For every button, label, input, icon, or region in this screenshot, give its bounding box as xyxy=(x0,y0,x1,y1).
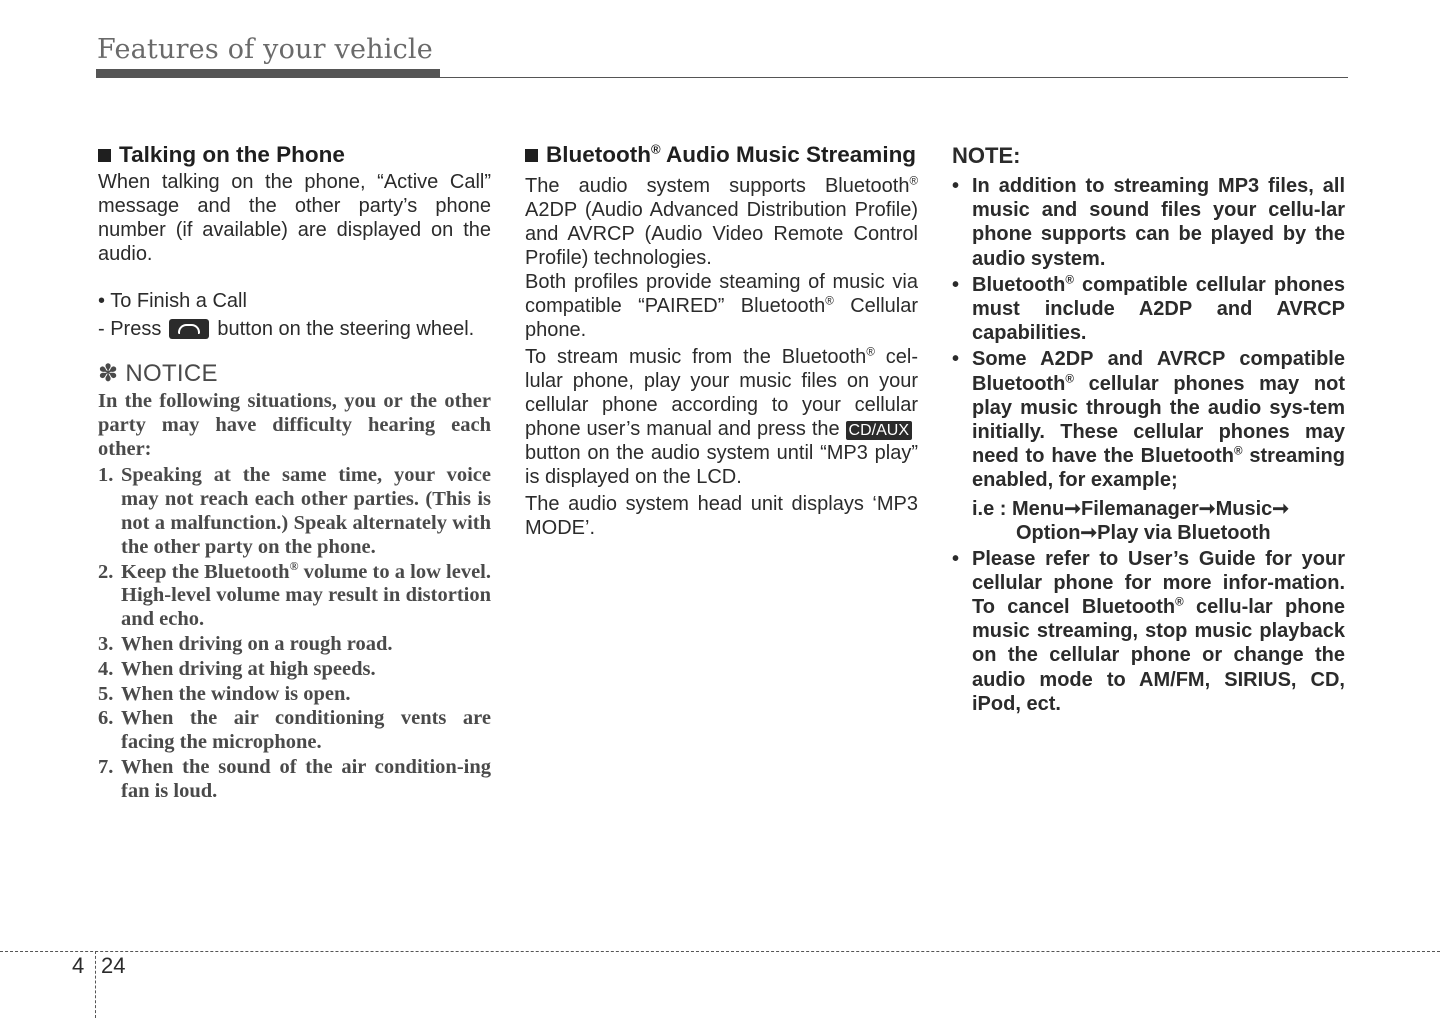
section-heading-text: Talking on the Phone xyxy=(119,142,345,167)
note-bullet xyxy=(952,547,1345,716)
notice-item xyxy=(98,683,491,707)
bluetooth-paragraph-4: The audio system head unit displays ‘MP3 MODE’. xyxy=(525,493,918,539)
notice-item-number: 7. xyxy=(98,755,114,778)
page-header-title: Features of your vehicle xyxy=(97,34,433,65)
notice-item-text: When driving at high speeds. xyxy=(121,657,376,680)
bluetooth-paragraph-2: Both profiles provide steaming of music via compatible “PAIRED” Bluetooth® Cellular phone. xyxy=(525,271,918,341)
bullet-dot-icon: • xyxy=(952,273,960,296)
notice-intro: In the following situations, you or the other party may have difficulty hearing each other: xyxy=(98,390,491,460)
finish-call-bullet: • To Finish a Call xyxy=(98,290,247,312)
notice-item xyxy=(98,633,491,657)
footer-dashed-divider xyxy=(95,951,96,1018)
notice-item-text: When the sound of the air condition-ing fan is loud. xyxy=(121,755,491,802)
footer-page-number: 24 xyxy=(101,953,126,978)
column-talking-on-phone xyxy=(98,140,491,805)
notice-item xyxy=(98,707,491,755)
notice-heading: ✽ NOTICE xyxy=(98,360,218,387)
note-bullet-text: Please refer to User’s Guide for your cellular phone for more infor-mation. To cancel Bluetooth® cellu-lar phone music streaming, stop music playback on the cellular phone or change the audio mode to AM/FM, SIRIUS, CD, iPod, ect. xyxy=(972,547,1345,715)
notice-item-text: When driving on a rough road. xyxy=(121,632,393,655)
header-rule-thick xyxy=(96,69,440,78)
footer-chapter-number: 4 xyxy=(72,953,85,978)
notice-item xyxy=(98,658,491,682)
notice-item-number: 2. xyxy=(98,560,114,583)
phone-end-icon xyxy=(169,319,209,339)
notice-item xyxy=(98,756,491,804)
bullet-dot-icon: • xyxy=(952,348,960,371)
note-bullet xyxy=(952,174,1345,271)
header-rule-thin xyxy=(440,77,1348,78)
notice-item-number: 6. xyxy=(98,707,114,730)
example-path-line-2: Option➞Play via Bluetooth xyxy=(1016,521,1271,544)
press-text-after: button on the steering wheel. xyxy=(217,318,475,340)
note-bullet xyxy=(952,347,1345,492)
footer-dashed-rule xyxy=(0,951,1440,952)
talking-paragraph: When talking on the phone, “Active Call” message and the other party’s phone number (if available) are displayed on the audio. xyxy=(98,171,491,265)
square-bullet-icon xyxy=(525,149,538,162)
example-path-line-1: i.e : Menu➞Filemanager➞Music➞ xyxy=(972,497,1290,520)
bluetooth-paragraph-3: To stream music from the Bluetooth® cel-lular phone, play your music files on your cellular phone according to your cellular phone user’s manual and press the CD/AUXbutton on the audio system until “MP3 play” is displayed on the LCD. xyxy=(525,345,918,488)
notice-item-number: 1. xyxy=(98,464,114,487)
note-bullet-text: Bluetooth® compatible cellular phones must include A2DP and AVRCP capabilities. xyxy=(972,273,1345,345)
notice-item-number: 3. xyxy=(98,632,114,655)
bluetooth-paragraph-1: The audio system supports Bluetooth® A2DP (Audio Advanced Distribution Profile) and AVRCP (Audio Video Remote Control Profile) technologies. xyxy=(525,174,918,269)
press-text-before: - Press xyxy=(98,318,162,340)
section-heading-bluetooth xyxy=(525,140,918,170)
section-heading-talking xyxy=(98,140,491,170)
notice-item-text: When the air conditioning vents are facing the microphone. xyxy=(121,707,491,754)
notice-item-number: 5. xyxy=(98,682,114,705)
notice-item-text: Speaking at the same time, your voice may not reach each other parties. (This is not a malfunction.) Speak alternately with the other party on the phone. xyxy=(121,464,491,558)
square-bullet-icon xyxy=(98,149,111,162)
note-bullet-text: Some A2DP and AVRCP compatible Bluetooth® cellular phones may not play music through the audio sys-tem initially. These cellular phones may need to have the Bluetooth® streaming enabled, for example; xyxy=(972,348,1345,492)
notice-item-text: Keep the Bluetooth® volume to a low level. High-level volume may result in distortion and echo. xyxy=(121,558,491,631)
note-bullet-text: In addition to streaming MP3 files, all music and sound files your cellu-lar phone supports can be played by the audio system. xyxy=(972,175,1345,270)
notice-list xyxy=(98,464,491,803)
column-bluetooth-streaming xyxy=(525,140,918,540)
notice-item-number: 4. xyxy=(98,657,114,680)
press-instruction xyxy=(98,314,491,344)
note-heading: NOTE: xyxy=(952,143,1021,168)
bullet-dot-icon: • xyxy=(952,175,960,197)
notice-item-text: When the window is open. xyxy=(121,682,351,705)
column-note xyxy=(952,140,1345,716)
notice-item xyxy=(98,464,491,559)
note-bullet xyxy=(952,273,1345,346)
section-heading-text: Bluetooth® Audio Music Streaming xyxy=(546,141,917,167)
notice-item xyxy=(98,558,491,632)
cd-aux-button-icon: CD/AUX xyxy=(846,421,912,440)
bullet-dot-icon: • xyxy=(952,547,960,570)
